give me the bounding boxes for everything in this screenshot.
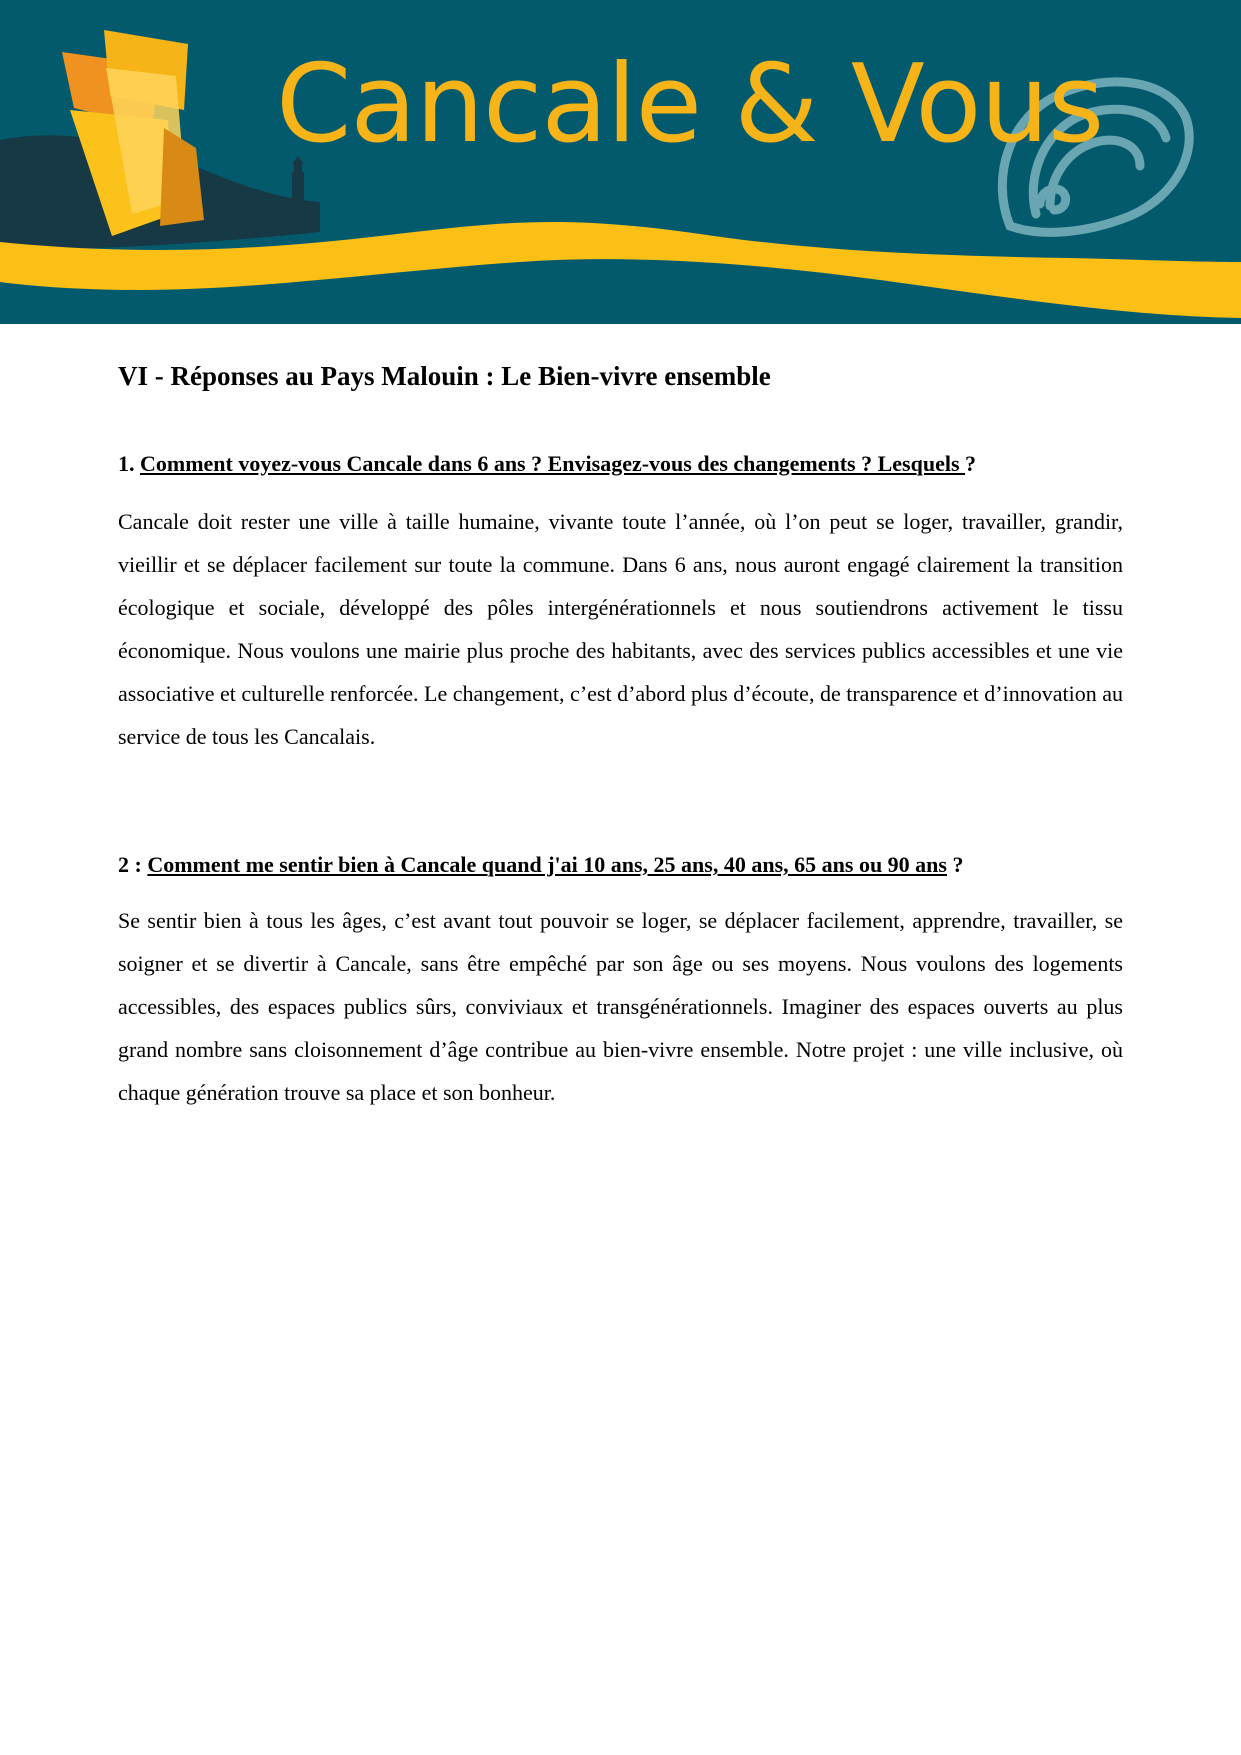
answer-2: Se sentir bien à tous les âges, c’est avant tout pouvoir se loger, se déplacer facilement, apprendre, travailler, se soigner et se divertir à Cancale, sans être empêché par son âge ou ses moyens. Nous voulons des logements accessibles, des espaces publics sûrs, conviviaux et transgénérationnels. Imaginer des espaces ouverts au plus grand nombre sans cloisonnement d’âge contribue au bien-vivre ensemble. Notre projet : une ville inclusive, où chaque génération trouve sa place et son bonheur. bbox=[118, 908, 1123, 1105]
header-banner bbox=[0, 0, 1241, 324]
banner-title: Cancale & Vous bbox=[276, 42, 1104, 167]
page-title: VI - Réponses au Pays Malouin : Le Bien-vivre ensemble bbox=[118, 361, 771, 391]
question-1 bbox=[118, 448, 1123, 480]
question-2 bbox=[118, 849, 1123, 881]
question-2-number: 2 : bbox=[118, 852, 142, 877]
answer-1: Cancale doit rester une ville à taille humaine, vivante toute l’année, où l’on peut se loger, travailler, grandir, vieillir et se déplacer facilement sur toute la commune. Dans 6 ans, nous auront engagé clairement la transition écologique et sociale, développé des pôles intergénérationnels et nous soutiendrons activement le tissu économique. Nous voulons une mairie plus proche des habitants, avec des services publics accessibles et une vie associative et culturelle renforcée. Le changement, c’est d’abord plus d’écoute, de transparence et d’innovation au service de tous les Cancalais. bbox=[118, 509, 1123, 749]
document-body bbox=[118, 356, 1123, 1114]
question-2-text: Comment me sentir bien à Cancale quand j'ai 10 ans, 25 ans, 40 ans, 65 ans ou 90 ans bbox=[147, 852, 947, 877]
question-2-suffix: ? bbox=[952, 852, 964, 877]
question-1-text: Comment voyez-vous Cancale dans 6 ans ? Envisagez-vous des changements ? Lesquels bbox=[140, 451, 966, 476]
question-1-suffix: ? bbox=[965, 451, 977, 476]
question-1-number: 1. bbox=[118, 451, 135, 476]
